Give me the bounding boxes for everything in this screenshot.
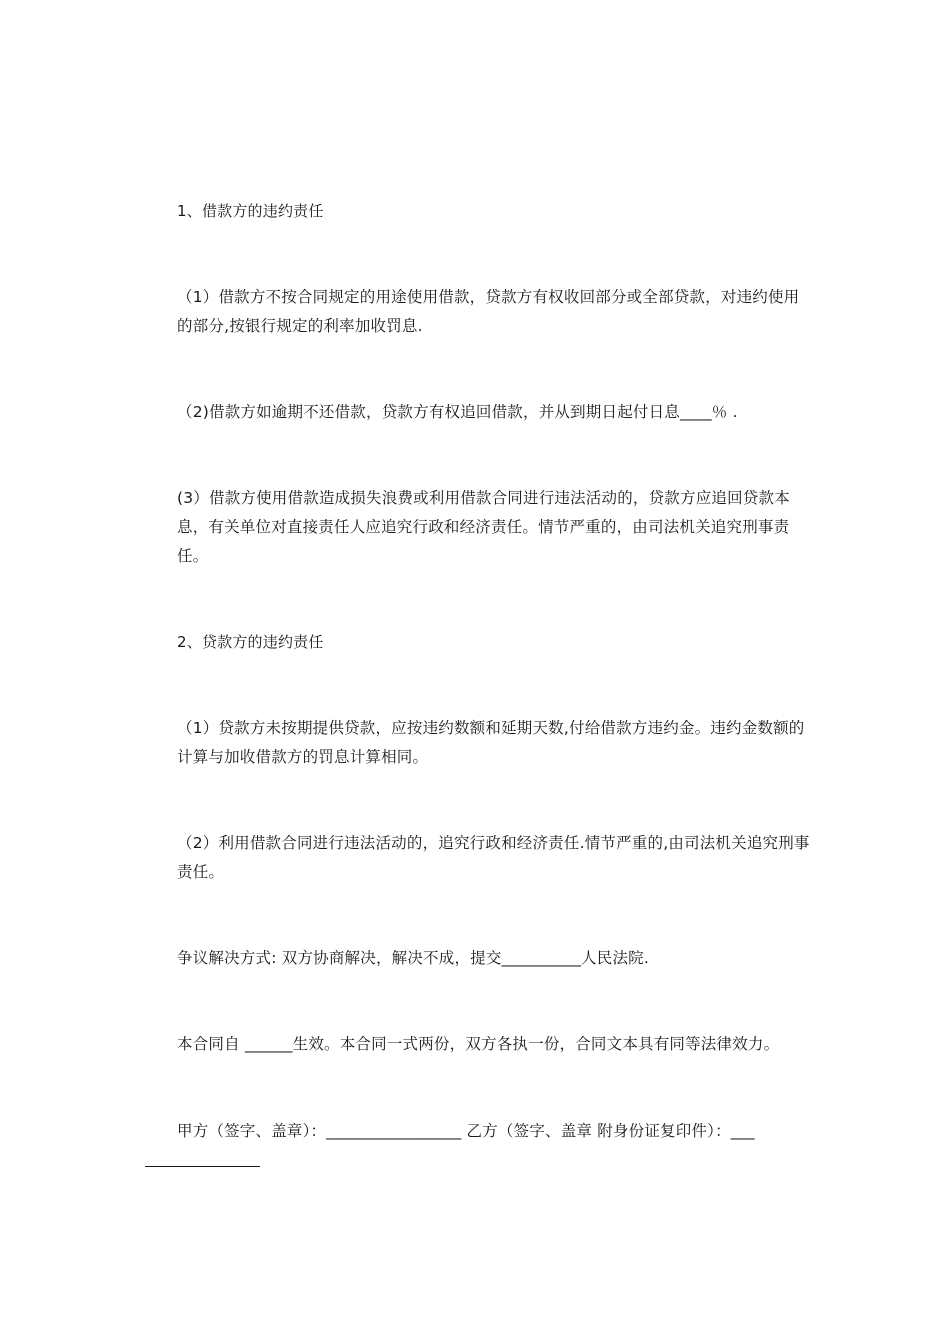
- section2-heading: 2、贷款方的违约责任: [177, 633, 324, 651]
- section1-item2: （2)借款方如逾期不还借款，贷款方有权追回借款，并从到期日起付日息____％ .: [177, 403, 738, 421]
- section1-item3: (3）借款方使用借款造成损失浪费或利用借款合同进行违法活动的，贷款方应追回贷款本息，有关单位对直接责任人应追究行政和经济责任。情节严重的，由司法机关追究刑事责任。: [177, 489, 790, 565]
- section2-item2: （2）利用借款合同进行违法活动的，追究行政和经济责任.情节严重的,由司法机关追究刑事责任。: [177, 834, 810, 881]
- signature-line: 甲方（签字、盖章）：_________________ 乙方（签字、盖章 附身份证复印件）：___: [177, 1122, 755, 1140]
- section1-item1: （1）借款方不按合同规定的用途使用借款，贷款方有权收回部分或全部贷款，对违约使用的部分,按银行规定的利率加收罚息.: [177, 288, 800, 335]
- effectiveness-clause: 本合同自 ______生效。本合同一式两份，双方各执一份，合同文本具有同等法律效力。: [177, 1035, 780, 1053]
- section1-heading: 1、借款方的违约责任: [177, 202, 324, 220]
- dispute-resolution-clause: 争议解决方式: 双方协商解决，解决不成，提交__________人民法院.: [177, 949, 649, 967]
- signature-underline: [145, 1166, 260, 1167]
- section2-item1: （1）贷款方未按期提供贷款，应按违约数额和延期天数,付给借款方违约金。违约金数额的计算与加收借款方的罚息计算相同。: [177, 719, 805, 766]
